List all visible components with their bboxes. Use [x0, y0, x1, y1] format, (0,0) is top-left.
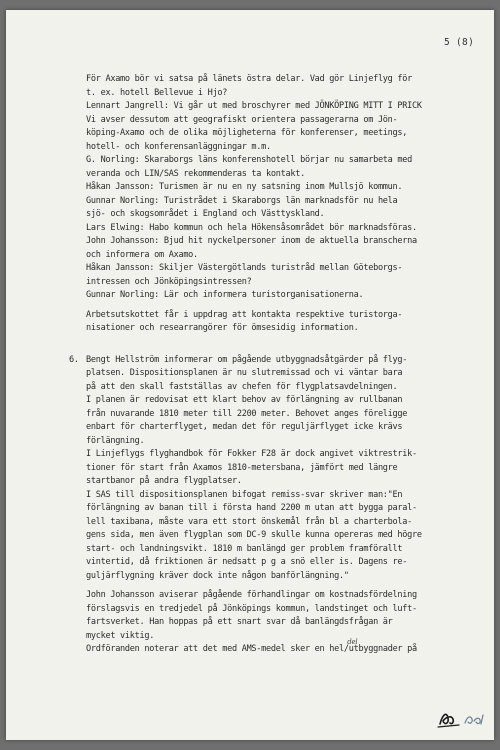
text-line: fartsverket. Han hoppas på ett snart svar då banlängdsfrågan är [86, 617, 393, 627]
text-line: tioner för start från Axamos 1810-metersbana, jämfört med längre [86, 462, 398, 473]
text-line: enbart för charterflyget, medan det för reguljärflyget icke krävs [86, 422, 403, 432]
text-line: vintertid, då friktionen är nedsatt p g a snö eller is. Dagens re- [86, 557, 408, 567]
text-line: platsen. Dispositionsplanen är nu slutremissad och vi väntar bara [86, 368, 403, 378]
text-line: mycket viktig. [86, 630, 155, 641]
text-line: Håkan Jansson: Turismen är nu en ny satsning inom Mullsjö kommun. [86, 182, 403, 192]
last-line-end: /utbyggnader på [343, 644, 417, 654]
section-number: 6. [69, 354, 79, 365]
text-line: Gunnar Norling: Turistrådet i Skaraborgs län marknadsför nu hela [86, 195, 398, 206]
handwritten-initials [437, 709, 493, 729]
text-line: Lennart Jangrell: Vi går ut med broschyrer med JÖNKÖPING MITT I PRICK [86, 101, 422, 111]
text-line: G. Norling: Skaraborgs läns konferenshotell börjar nu samarbeta med [86, 155, 412, 165]
struck-word: hel [329, 644, 344, 654]
text-line: I Linjeflygs flyghandbok för Fokker F28 är dock angivet viktrestrik- [86, 449, 417, 459]
text-line: I planen är redovisat ett klart behov av förlängning av rullbanan [86, 395, 403, 405]
text-line: John Johansson: Bjud hit nyckelpersoner inom de aktuella branscherna [86, 236, 417, 246]
section-6 [69, 354, 486, 584]
text-line: Lars Elwing: Habo kommun och hela Hökensåsområdet bör marknadsföras. [86, 222, 417, 233]
text-line: förlängning. [86, 435, 145, 446]
text-line: Arbetsutskottet får i uppdrag att kontakta respektive turistorga- [86, 309, 403, 320]
text-line: och informera om Axamo. [86, 249, 198, 260]
handwritten-insert: del [347, 638, 358, 646]
last-line [86, 638, 486, 657]
text-line: veranda och LIN/SAS rekommenderas ta kontakt. [86, 168, 305, 179]
text-line: på att den skall fastställas av chefen för flygplatsavdelningen. [86, 381, 398, 392]
text-line: intressen och Jönköpingsintressen? [86, 276, 252, 287]
text-line: nisationer och researrangörer för ömsesidig information. [86, 323, 359, 333]
text-line: För Axamo bör vi satsa på länets östra delar. Vad gör Linjeflyg för [86, 74, 412, 84]
text-line: guljärflygning kräver dock inte någon banförlängning." [86, 570, 349, 581]
discussion-block [86, 73, 486, 303]
text-line: köping-Axamo och de olika möjligheterna för konferenser, meetings, [86, 128, 408, 138]
text-line: gens sida, men även flygplan som DC-9 skulle kunna opereras med högre [86, 530, 422, 540]
text-line: startbanor på andra flygplatser. [86, 476, 242, 486]
body-text [69, 73, 486, 657]
negotiation-block [86, 589, 486, 643]
text-line: från nuvarande 1810 meter till 2200 meter. Behovet anges föreligge [86, 408, 408, 419]
decision-block [86, 309, 486, 336]
last-line-start: Ordföranden noterar att det med AMS-medel sker en [86, 644, 330, 654]
text-line: t. ex. hotell Bellevue i Hjo? [86, 87, 228, 98]
text-line: förslagsvis en tredjedel på Jönköpings kommun, landstinget och luft- [86, 603, 417, 614]
text-line: John Johansson aviserar pågående förhandlingar om kostnadsfördelning [86, 590, 417, 600]
text-line: start- och landningsvikt. 1810 m banlängd ger problem framförallt [86, 543, 403, 554]
spacer [86, 336, 486, 354]
struck-word-wrap [329, 638, 358, 654]
text-line: förlängning av banan till i första hand 2200 m utan att bygga paral- [86, 503, 417, 513]
text-line: Vi avser dessutom att geografiskt orienterа passagerarna om Jön- [86, 114, 398, 125]
page-number: 5 (8) [444, 37, 475, 48]
text-line: hotell- och konferensanläggningar m.m. [86, 141, 271, 152]
text-line: lell taxibana, måste vara ett stort önskemål från bl a charterbolа- [86, 516, 412, 527]
text-line: Gunnar Norling: Lär och informera turistorganisationerna. [86, 290, 364, 300]
document-page [6, 10, 494, 740]
text-line: I SAS till dispositionsplanen bifogat remiss-svar skriver man:"En [86, 489, 403, 500]
text-line: Bengt Hellström informerar om pågående utbyggnadsåtgärder på flyg- [86, 354, 408, 365]
text-line: sjö- och skogsområdet i England och Västtyskland. [86, 209, 325, 219]
text-line: Håkan Jansson: Skiljer Västergötlands turistråd mellan Göteborgs- [86, 263, 403, 273]
